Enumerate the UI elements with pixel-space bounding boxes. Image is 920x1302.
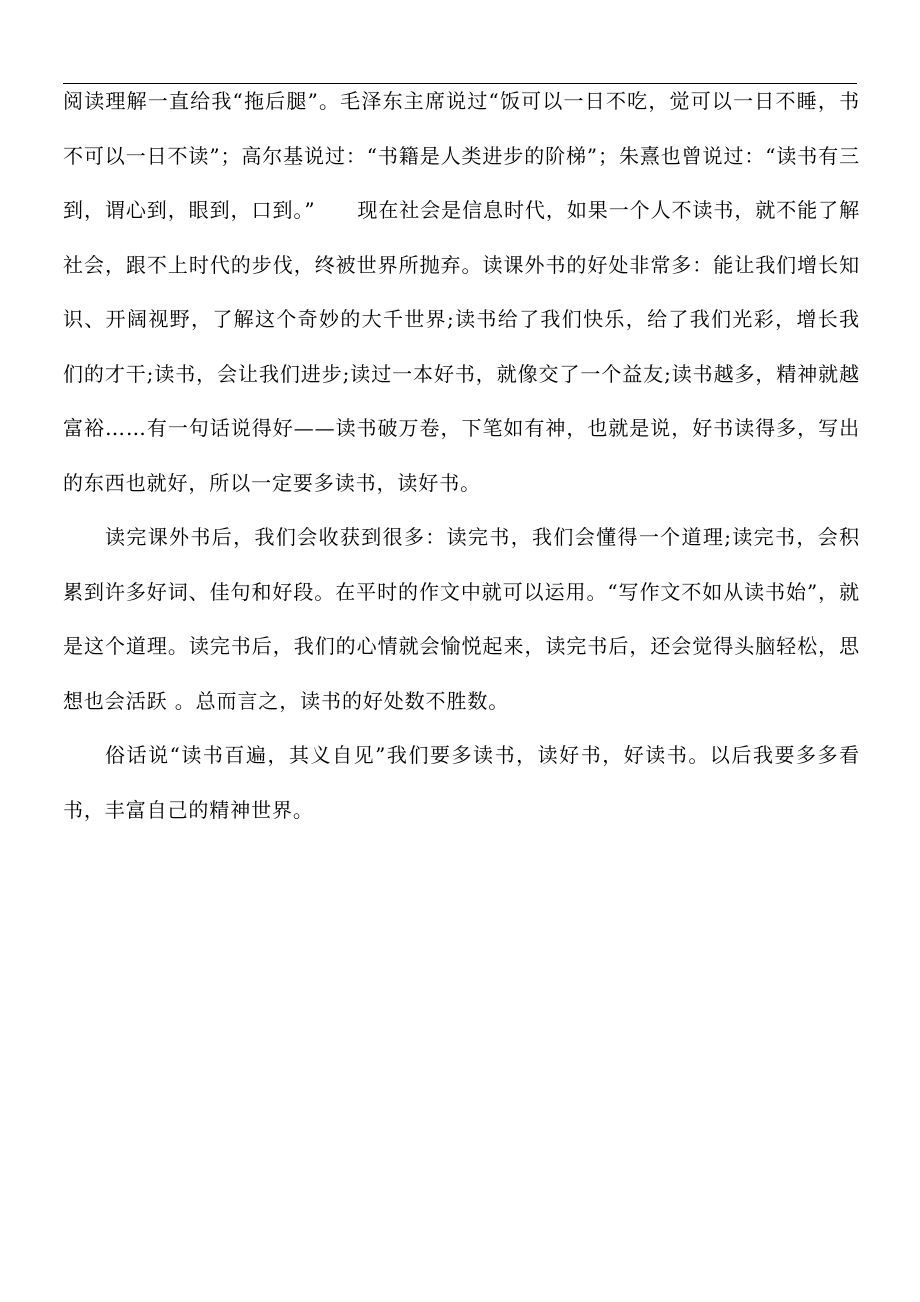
- paragraph-1: 阅读理解一直给我“拖后腿”。毛泽东主席说过“饭可以一日不吃，觉可以一日不睡，书不可以一日不读”；高尔基说过：“书籍是人类进步的阶梯”；朱熹也曾说过：“读书有三到，谓心到，眼到，口到。” 现在社会是信息时代，如果一个人不读书，就不能了解社会，跟不上时代的步伐，终被世界所抛弃。读课外书的好处非常多：能让我们增长知识、开阔视野，了解这个奇妙的大千世界;读书给了我们快乐，给了我们光彩，增长我们的才干;读书，会让我们进步;读过一本好书，就像交了一个益友;读书越多，精神就越富裕……有一句话说得好——读书破万卷，下笔如有神，也就是说，好书读得多，写出的东西也就好，所以一定要多读书，读好书。: [63, 89, 860, 495]
- body-text: [63, 74, 860, 837]
- paragraph-2: 读完课外书后，我们会收获到很多：读完书，我们会懂得一个道理;读完书，会积累到许多好词、佳句和好段。在平时的作文中就可以运用。“写作文不如从读书始”，就是这个道理。读完书后，我们的心情就会愉悦起来，读完书后，还会觉得头脑轻松，思想也会活跃 。总而言之，读书的好处数不胜数。: [63, 525, 860, 713]
- paragraph-3: 俗话说“读书百遍，其义自见”我们要多读书，读好书，好读书。以后我要多多看书，丰富自己的精神世界。: [63, 743, 860, 822]
